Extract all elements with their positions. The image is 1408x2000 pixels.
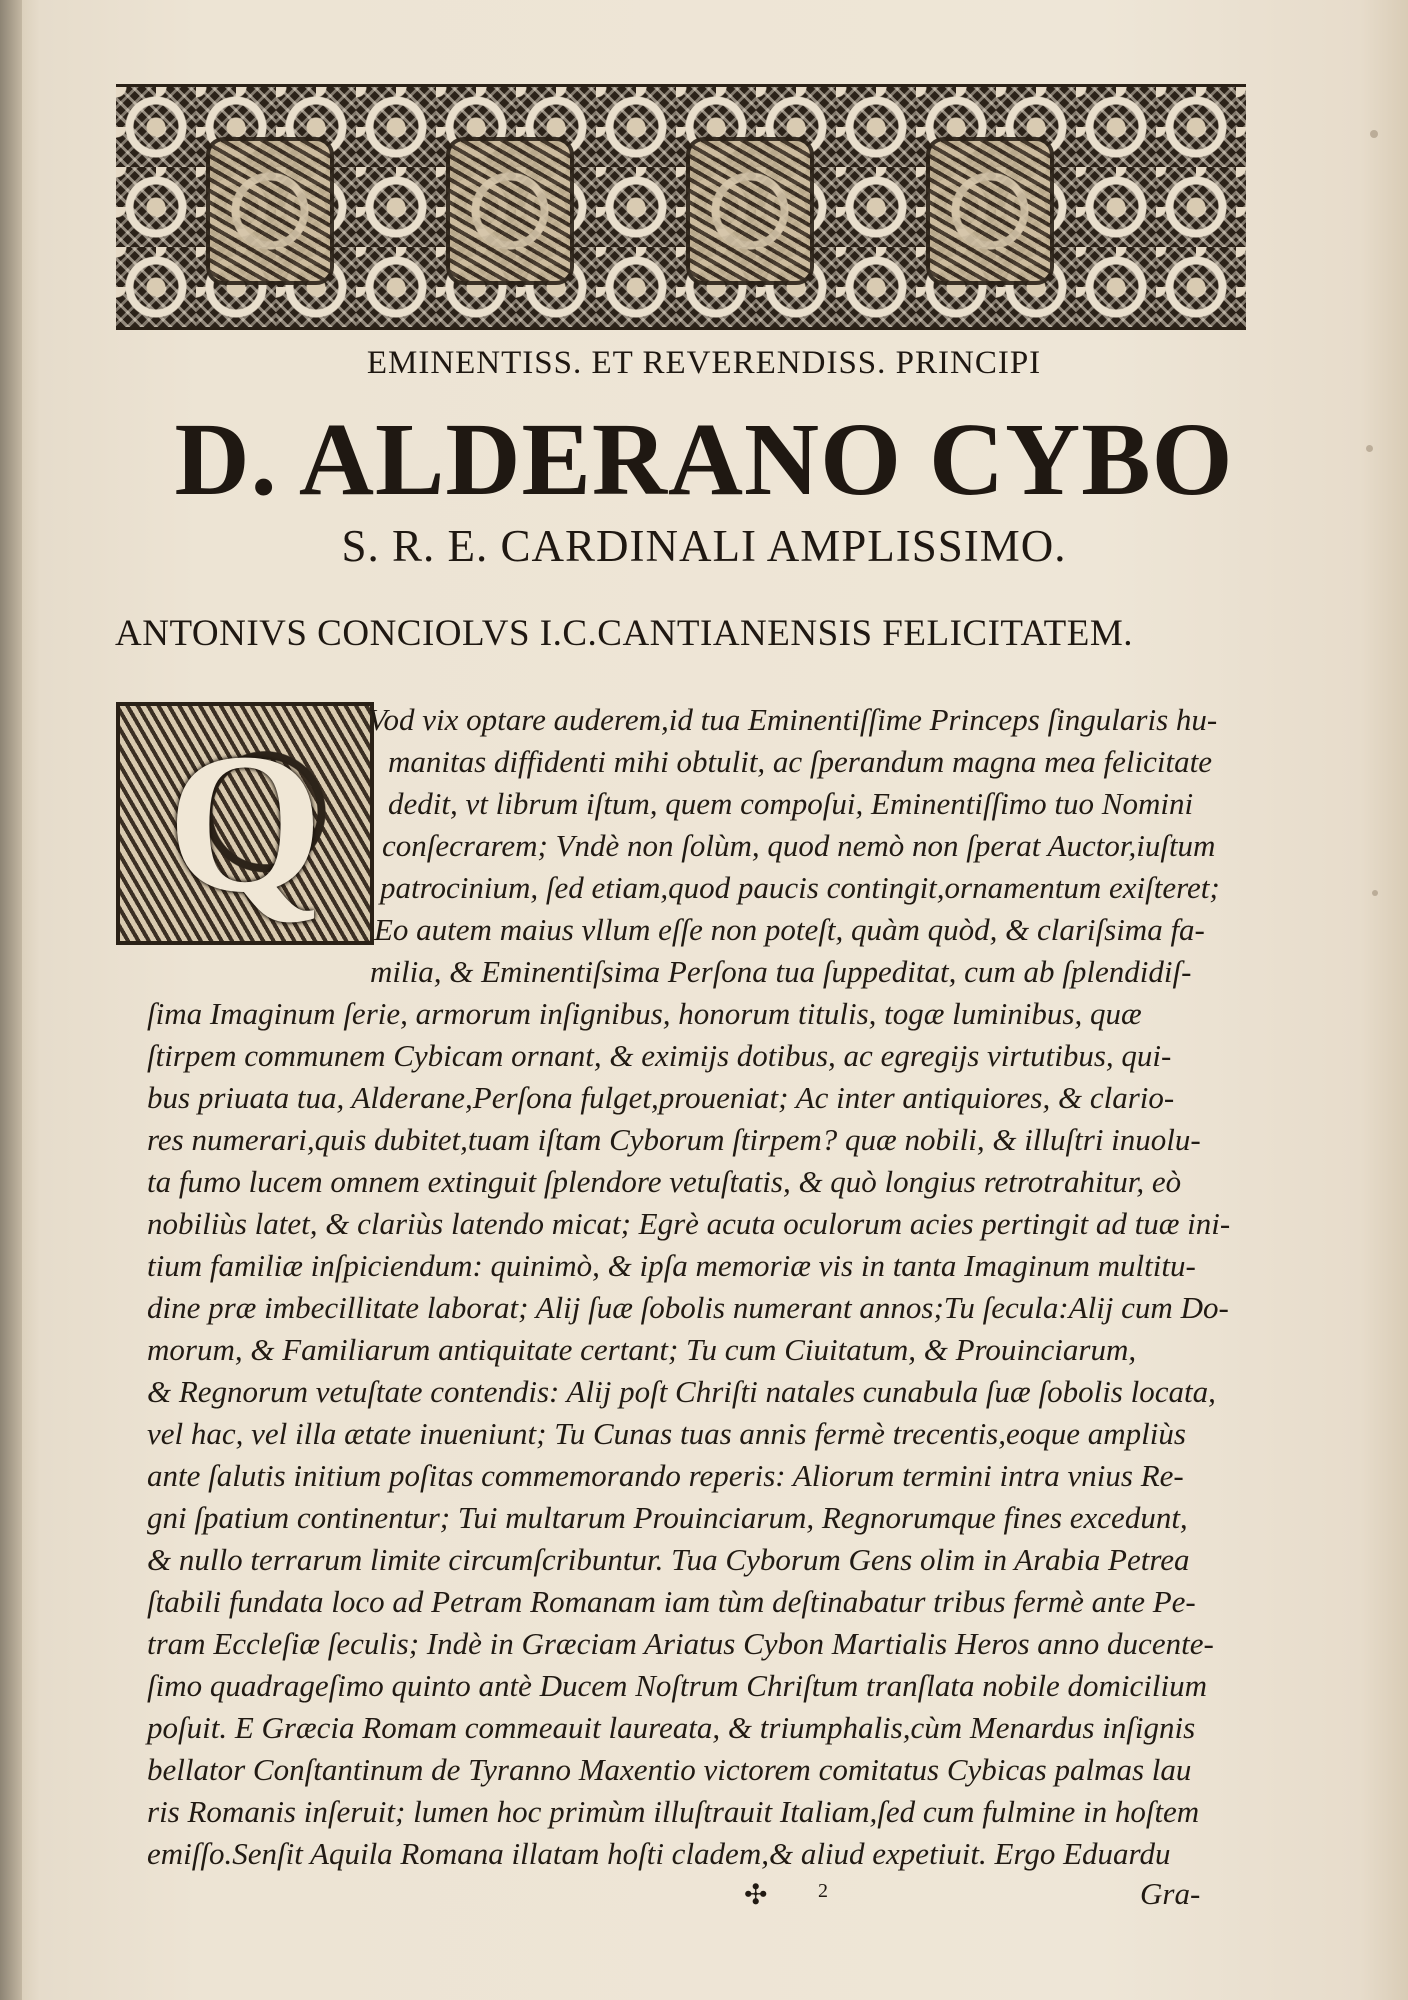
text-line: tram Eccleſiæ ſeculis; Indè in Græciam Ariatus Cybon Martialis Heros anno ducente- bbox=[147, 1626, 1214, 1661]
catchword: Gra- bbox=[1140, 1876, 1201, 1911]
text-line: res numerari,quis dubitet,tuam iſtam Cyborum ſtirpem? quæ nobili, & illuſtri inuolu- bbox=[147, 1122, 1201, 1157]
text-line: & nullo terrarum limite circumſcribuntur. Tua Cyborum Gens olim in Arabia Petrea bbox=[147, 1542, 1190, 1577]
text-line: ta fumo lucem omnem extinguit ſplendore vetuſtatis, & quò longius retrotrahitur, eò bbox=[147, 1164, 1182, 1199]
dedicatee-name: D. ALDERANO CYBO bbox=[174, 402, 1234, 517]
text-line: & Regnorum vetuſtate contendis: Alij poſt Chriſti natales cunabula ſuæ ſobolis locata, bbox=[147, 1374, 1216, 1409]
text-line: ſtirpem communem Cybicam ornant, & eximijs dotibus, ac egregijs virtutibus, qui- bbox=[147, 1038, 1172, 1073]
text-line: Vod vix optare auderem,id tua Eminentiſſime Princeps ſingularis hu- bbox=[368, 702, 1218, 737]
text-line: manitas diffidenti mihi obtulit, ac ſperandum magna mea felicitate bbox=[388, 744, 1212, 779]
text-line: morum, & Familiarum antiquitate certant; Tu cum Ciuitatum, & Prouinciarum, bbox=[147, 1332, 1137, 1367]
dedication-salutation: EMINENTISS. ET REVERENDISS. PRINCIPI bbox=[366, 345, 1042, 381]
text-line: nobiliùs latet, & clariùs latendo micat; Egrè acuta oculorum acies pertingit ad tuæ ini- bbox=[147, 1206, 1231, 1241]
text-line: tium familiæ inſpiciendum: quinimò, & ipſa memoriæ vis in tanta Imaginum multitu- bbox=[147, 1248, 1196, 1283]
text-line: ris Romanis inſeruit; lumen hoc primùm illuſtrauit Italiam,ſed cum fulmine in hoſtem bbox=[147, 1794, 1200, 1829]
text-line: bus priuata tua, Alderane,Perſona fulget,proueniat; Ac inter antiquiores, & clario- bbox=[147, 1080, 1175, 1115]
text-line: patrocinium, ſed etiam,quod paucis contingit,ornamentum exiſteret; bbox=[380, 870, 1220, 905]
text-line: bellator Conſtantinum de Tyranno Maxentio victorem comitatus Cybicas palmas lau bbox=[147, 1752, 1192, 1787]
text-line: poſuit. E Græcia Romam commeauit laureata, & triumphalis,cùm Menardus inſignis bbox=[147, 1710, 1196, 1745]
dedicatee-title: S. R. E. CARDINALI AMPLISSIMO. bbox=[341, 521, 1067, 571]
text-line: gni ſpatium continentur; Tui multarum Prouinciarum, Regnorumque fines excedunt, bbox=[147, 1500, 1188, 1535]
signature-number: 2 bbox=[818, 1880, 828, 1902]
signature-mark: ✣ bbox=[744, 1880, 768, 1911]
text-line: ſimo quadrageſimo quinto antè Ducem Noſtrum Chriſtum tranſlata nobile domicilium bbox=[147, 1668, 1207, 1703]
text-line: conſecrarem; Vndè non ſolùm, quod nemò non ſperat Auctor,iuſtum bbox=[382, 828, 1216, 863]
text-line: ſtabili fundata loco ad Petram Romanam iam tùm deſtinabatur tribus fermè ante Pe- bbox=[147, 1584, 1196, 1619]
text-line: milia, & Eminentiſsima Perſona tua ſuppeditat, cum ab ſplendidiſ- bbox=[370, 954, 1192, 989]
dedication-author: ANTONIVS CONCIOLVS I.C.CANTIANENSIS FELICITATEM. bbox=[115, 613, 1134, 654]
text-line: vel hac, vel illa ætate inueniunt; Tu Cunas tuas annis fermè trecentis,eoque ampliùs bbox=[147, 1416, 1186, 1451]
text-line: Eo autem maius vllum eſſe non poteſt, quàm quòd, & clariſsima fa- bbox=[374, 912, 1205, 947]
text-line: dedit, vt librum iſtum, quem compoſui, Eminentiſſimo tuo Nomini bbox=[388, 786, 1194, 821]
text-line: emiſſo.Senſit Aquila Romana illatam hoſti cladem,& aliud expetiuit. Ergo Eduardu bbox=[147, 1836, 1171, 1871]
text-line: ſima Imaginum ſerie, armorum inſignibus, honorum titulis, togæ luminibus, quæ bbox=[147, 996, 1142, 1031]
text-line: dine præ imbecillitate laborat; Alij ſuæ ſobolis numerant annos;Tu ſecula:Alij cum Do- bbox=[147, 1290, 1229, 1325]
initial-letter: Q bbox=[167, 713, 323, 934]
text-line: ante ſalutis initium poſitas commemorando reperis: Aliorum termini intra vnius Re- bbox=[147, 1458, 1184, 1493]
